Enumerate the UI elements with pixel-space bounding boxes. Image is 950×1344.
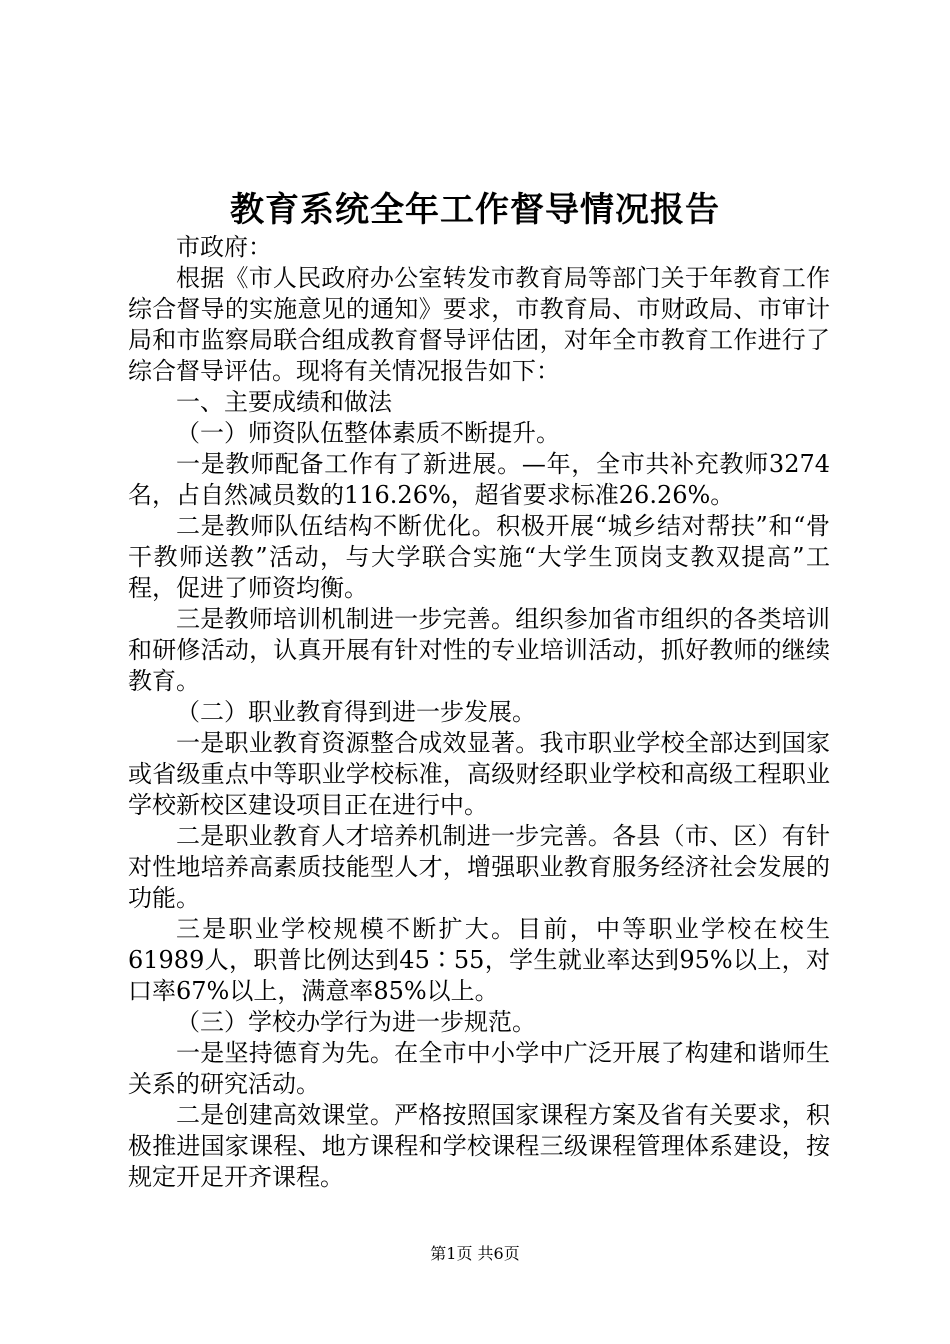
section-heading: 一、主要成绩和做法 (176, 388, 392, 416)
intro-paragraph: 根据《市人民政府办公室转发市教育局等部门关于年教育工作综合督导的实施意见的通知》要求，市教育局、市财政局、市审计局和市监察局联合组成教育督导评估团，对年全市教育工作进行了综合督导评估。现将有关情况报告如下： (128, 264, 830, 385)
subsection-heading: （一）师资队伍整体素质不断提升。 (176, 419, 560, 447)
page-number: 第1页 共6页 (430, 1244, 520, 1263)
body-paragraph: 二是教师队伍结构不断优化。积极开展“城乡结对帮扶”和“骨干教师送教”活动，与大学联合实施“大学生顶岗支教双提高”工程，促进了师资均衡。 (128, 512, 830, 602)
body-paragraph: 三是教师培训机制进一步完善。组织参加省市组织的各类培训和研修活动，认真开展有针对性的专业培训活动，抓好教师的继续教育。 (128, 605, 830, 695)
salutation: 市政府： (176, 233, 272, 261)
body-paragraph: 三是职业学校规模不断扩大。目前，中等职业学校在校生61989人，职普比例达到45∶55，学生就业率达到95%以上，对口率67%以上，满意率85%以上。 (128, 915, 830, 1005)
subsection-heading: （三）学校办学行为进一步规范。 (176, 1008, 536, 1036)
document-title: 教育系统全年工作督导情况报告 (230, 190, 720, 230)
subsection-heading: （二）职业教育得到进一步发展。 (176, 698, 536, 726)
body-paragraph: 二是创建高效课堂。严格按照国家课程方案及省有关要求，积极推进国家课程、地方课程和学校课程三级课程管理体系建设，按规定开足开齐课程。 (128, 1101, 830, 1191)
body-paragraph: 一是坚持德育为先。在全市中小学中广泛开展了构建和谐师生关系的研究活动。 (128, 1039, 830, 1098)
body-paragraph: 二是职业教育人才培养机制进一步完善。各县（市、区）有针对性地培养高素质技能型人才，增强职业教育服务经济社会发展的功能。 (128, 822, 830, 912)
body-paragraph: 一是职业教育资源整合成效显著。我市职业学校全部达到国家或省级重点中等职业学校标准，高级财经职业学校和高级工程职业学校新校区建设项目正在进行中。 (128, 729, 830, 819)
body-paragraph: 一是教师配备工作有了新进展。—年，全市共补充教师3274名，占自然减员数的116.26%，超省要求标准26.26%。 (128, 450, 830, 509)
document-body (128, 232, 830, 1193)
